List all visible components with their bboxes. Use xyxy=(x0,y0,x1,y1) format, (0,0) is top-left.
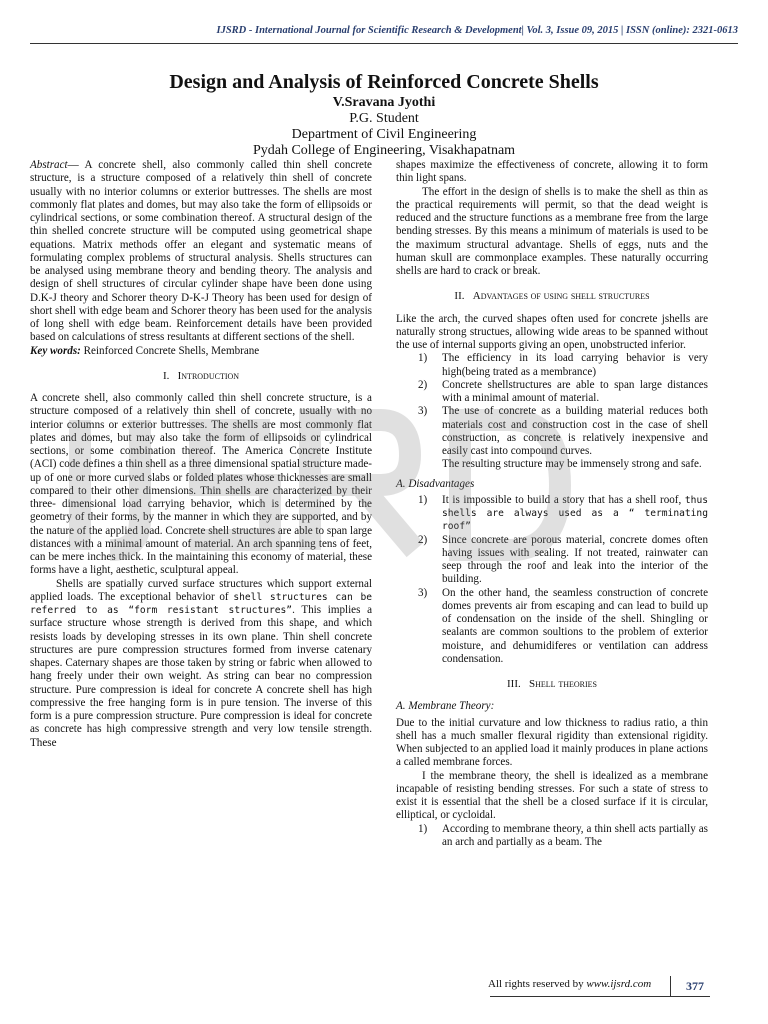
introduction-paragraph-2 xyxy=(30,578,372,750)
membrane-list xyxy=(396,823,708,850)
section-numeral: III. xyxy=(507,678,521,690)
list-number: 1) xyxy=(418,822,428,835)
intro-p2-mono: shell structures can be referred to as “form resistant structures” xyxy=(30,591,372,616)
list-text: The efficiency in its load carrying behavior is very high(being trated as a membrance) xyxy=(442,352,708,378)
list-text: The use of concrete as a building material reduces both materials cost and construction cost in the case of shell construction, as concrete is relatively inexpensive and easily cast into compound curves. xyxy=(442,405,708,457)
footer-rights xyxy=(488,978,651,990)
advantages-intro: Like the arch, the curved shapes often used for concrete jshells are naturally strong structues, allowing wide areas to be spanned without the use of internal supports giving an open, unobstructed inferior. xyxy=(396,312,708,351)
section-heading-initial: S xyxy=(529,678,536,690)
author-department: Department of Civil Engineering xyxy=(291,127,477,142)
paper-title: Design and Analysis of Reinforced Concrete Shells xyxy=(169,71,599,93)
list-item xyxy=(396,379,708,406)
list-number: 2) xyxy=(418,533,428,546)
list-number: 1) xyxy=(418,352,428,365)
right-column xyxy=(396,159,708,849)
list-item xyxy=(396,405,708,458)
keywords xyxy=(30,345,372,358)
abstract-text: A concrete shell, also commonly called thin shell concrete structure, is a structure composed of a relatively thin shell of concrete usually with no interior columns or exterior buttresses. The shells are most commonly flat plates and domes, but may also take the form of ellipsoids or cylindrical sections, or some combination thereof. A structural design of the thin shelled concrete structure will be computed using geometrical shape equations. Matrix methods offer an elegant and systematic means of formulating complex problems of structural analysis. Shells structures can be analysed using membrane theory and bending theory. The analysis and design of shell structures of circular cylinder shape have been done using D.K-J theory and Schorer theory D-K-J Theory has been used for design of short shell with edge beam and Schorer theory has been used for the analysis of long shell with edge beam. Reinforcement details have been provided based on calculations of stress resultants at different sections of the shell. xyxy=(30,159,372,344)
keywords-label: Key words: xyxy=(30,344,81,357)
author-institution: Pydah College of Engineering, Visakhapatnam xyxy=(252,143,516,158)
list-item xyxy=(396,823,708,850)
section-heading-introduction xyxy=(30,370,372,383)
section-heading-rest: hell theories xyxy=(535,678,597,690)
continued-paragraph: shapes maximize the effectiveness of concrete, allowing it to form thin light spans. xyxy=(396,159,708,185)
list-text: According to membrane theory, a thin shell acts partially as an arch and partially as a beam. The xyxy=(442,822,708,848)
list-item xyxy=(396,494,708,534)
list-text-mono: thus shells are always used as a “ terminating roof” xyxy=(442,494,708,533)
intro-p2-end: . This implies a surface structure whose strength is derived from this shape, and which resists loads by developing stresses in its own plane. Thin shell concrete structures are pure compression structures formed from inverse catenary shapes. Caternary shapes are those taken by string or fabric when allowed to hang freely under their own weight. As string can bear no compression structure. Pure compression is ideal for concrete A concrete shell has high compressive the free hanging form is in pure tension. The inverse of this form is a pure compression structure. Pure compression is ideal for concrete as concrete has high compressive strength and very low tensile strength. These xyxy=(30,604,372,749)
keywords-text: Reinforced Concrete Shells, Membrane xyxy=(80,344,260,357)
introduction-paragraph-1: A concrete shell, also commonly called thin shell concrete structure, is a structure composed of a relatively thin shell of concrete, usually with no interior columns or exterior buttresses. The shells are most commonly flat plates and domes, but may also take the form of ellipsoids or cylindrical sections, or some combination thereof. The America Concrete Institute (ACI) code defines a thin shell as a three dimensional spatial structure made-up of one or more curved slabs or folded plates whose thicknesses are small compared to their other dimensions. Thin shells are characterized by their three- dimensional load carrying behavior, which is determined by the geometry of their forms, by the manner in which they are supported, and by the nature of the applied load. Concrete shell structures are able to span large distances with a minimal amount of material. An arch spanning tens of feet, can be mere inches thick. In the maintaining this economy of material, these forms have a light, aesthetic, sculptural appeal. xyxy=(30,392,372,577)
author-position: P.G. Student xyxy=(349,111,419,126)
advantages-list xyxy=(396,352,708,458)
section-heading-rest: ntroduction xyxy=(181,369,240,382)
section-heading-rest: dvantages of using shell structures xyxy=(480,290,650,303)
list-text: Since concrete are porous material, concrete domes often having issues with sealing. If not treated, rainwater can seep through the roof and leak into the interior of the building. xyxy=(442,533,708,586)
abstract-dash: — xyxy=(67,159,85,171)
resulting-structure-text: The resulting structure may be immensely strong and safe. xyxy=(442,458,702,471)
footer-rule xyxy=(490,996,710,997)
author-name: V.Sravana Jyothi xyxy=(332,95,436,110)
disadvantages-heading: A. Disadvantages xyxy=(396,477,475,490)
section-heading-initial: I xyxy=(177,369,182,382)
section-heading-advantages xyxy=(396,290,708,303)
list-item xyxy=(396,587,708,667)
list-number: 3) xyxy=(418,405,428,418)
list-item xyxy=(396,534,708,587)
journal-header: IJSRD - International Journal for Scientific Research & Development| Vol. 3, Issue 09, 2015 | ISSN (online): 2321-0613 xyxy=(216,25,738,36)
section-numeral: II. xyxy=(454,290,465,303)
section-heading-initial: A xyxy=(472,290,481,303)
membrane-paragraph-1: Due to the initial curvature and low thickness to radius ratio, a thin shell has a much smaller flexural rigidity than extensional rigidity. When subjected to an applied load it mainly produces in plane actions a called membrane forces. xyxy=(396,716,708,769)
list-item xyxy=(396,352,708,379)
section-heading-shell-theories xyxy=(396,678,708,691)
list-text: On the other hand, the seamless construction of concrete domes prevents air from escaping and can lead to build up of condensation on the inside of the shell. Shingling or sealants are common soultions to the problem of exterior moisture, and dehumidiferes or ventilation can address condensation. xyxy=(442,586,708,665)
intro-p2-start: Shells are spatially curved surface structures which support external applied loads. The exceptional behavior of xyxy=(30,577,372,603)
list-text: Concrete shellstructures are able to span large distances with a minimal amount of material. xyxy=(442,378,708,404)
list-number: 1) xyxy=(418,493,428,506)
membrane-theory-heading: A. Membrane Theory: xyxy=(396,700,495,713)
list-text: It is impossible to build a story that has a shell roof, xyxy=(442,493,685,506)
list-number: 3) xyxy=(418,586,428,599)
header-rule xyxy=(30,43,738,44)
list-number: 2) xyxy=(418,378,428,391)
disadvantages-list xyxy=(396,494,708,666)
design-effort-paragraph: The effort in the design of shells is to make the shell as thin as the practical requirements will permit, so that the dead weight is reduced and the structure functions as a membrane free from the large bending stresses. By this means a minimum of materials is used to be the maximum structural advantage. Shells of eggs, nuts and the human skull are commonplace examples. These naturally occurring shells are hard to crack or break. xyxy=(396,185,708,277)
page-number: 377 xyxy=(670,976,719,996)
membrane-paragraph-2: I the membrane theory, the shell is idealized as a membrane incapable of resisting bending stresses. For such a state of stress to exist it is essential that the shell be a closed surface if it is circular, elliptical, or cycloidal. xyxy=(396,769,708,822)
abstract xyxy=(30,159,372,345)
section-numeral: I. xyxy=(162,369,170,382)
abstract-label: Abstract xyxy=(30,159,68,171)
footer-rights-text: All rights reserved by xyxy=(488,978,587,990)
left-column xyxy=(30,159,372,750)
footer-site-link[interactable]: www.ijsrd.com xyxy=(586,978,652,990)
